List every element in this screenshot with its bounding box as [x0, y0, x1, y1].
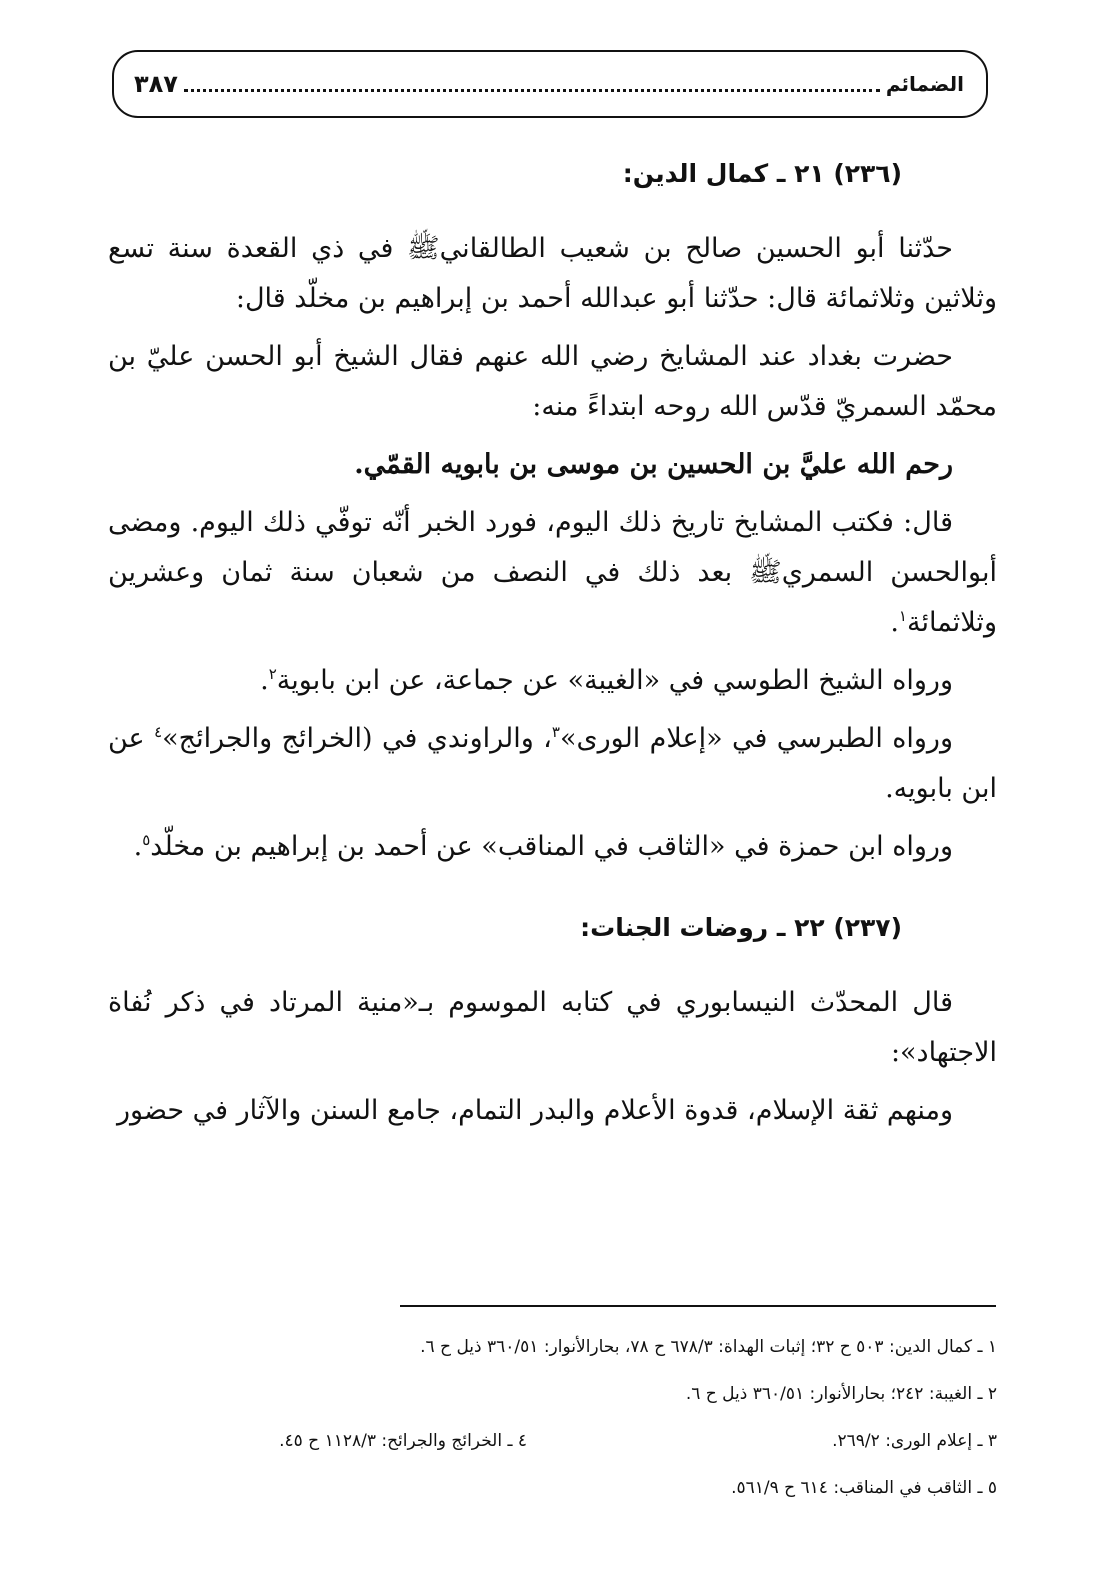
section-gap — [108, 880, 997, 906]
running-header — [112, 50, 988, 118]
paragraph: ورواه ابن حمزة في «الثاقب في المناقب» عن أحمد بن إبراهيم بن مخلّد$^٥$. — [133, 831, 953, 862]
paragraph-text: عن ابن بابويه. — [108, 723, 997, 804]
footnote-1: ١ ـ كمال الدين: ٥٠٣ ح ٣٢؛ إثبات الهداة: ٦٧٨/٣ ح ٧٨، بحارالأنوار: ٣٦٠/٥١ ذيل ح ٦. — [420, 1337, 997, 1357]
section-heading-236: (٢٣٦) ٢١ ـ كمال الدين: — [622, 159, 902, 188]
paragraph-text: ، والراوندي في (الخرائج والجرائج» — [162, 723, 552, 754]
section-heading-237: (٢٣٧) ٢٢ ـ روضات الجنات: — [580, 913, 902, 942]
footnote-ref: ١ — [898, 607, 907, 625]
leader-dots — [184, 89, 880, 92]
paragraph — [108, 714, 997, 814]
footnote-ref: ٤ — [154, 723, 163, 741]
page-body — [108, 152, 997, 1144]
footnote-divider — [400, 1305, 996, 1307]
footnotes — [108, 1324, 997, 1512]
quoted-statement: رحم الله عليَّ بن الحسين بن موسى بن بابويه القمّي. — [354, 449, 953, 480]
paragraph: ومنهم ثقة الإسلام، قدوة الأعلام والبدر التمام، جامع السنن والآثار في حضور — [116, 1095, 953, 1126]
paragraph: ورواه الشيخ الطوسي في «الغيبة» عن جماعة، عن ابن بابوية$^٢$. — [260, 665, 953, 696]
paragraph-text: ورواه ابن حمزة في «الثاقب في المناقب» عن أحمد بن إبراهيم بن مخلّد — [150, 831, 953, 862]
paragraph-text: ورواه الطبرسي في «إعلام الورى» — [559, 723, 953, 754]
paragraph-text: ورواه الشيخ الطوسي في «الغيبة» عن جماعة، عن ابن بابوية — [276, 665, 953, 696]
paragraph-text: قال: فكتب المشايخ تاريخ ذلك اليوم، فورد الخبر أنّه توفّي ذلك اليوم. ومضى أبوالحسن السمريﷺ بعد ذلك في النصف من شعبان سنة ثمان وعشرين وثلاثمائة — [108, 507, 997, 638]
footnote-3: ٣ ـ إعلام الورى: ٢٦٩/٢. — [832, 1431, 997, 1451]
paragraph: قال المحدّث النيسابوري في كتابه الموسوم بـ«منية المرتاد في ذكر نُفاة الاجتهاد»: — [108, 987, 997, 1068]
footnote-ref: ٣ — [551, 723, 560, 741]
footnote-row — [108, 1418, 997, 1465]
footnote-5: ٥ ـ الثاقب في المناقب: ٦١٤ ح ٥٦١/٩. — [731, 1478, 997, 1498]
paragraph: حدّثنا أبو الحسين صالح بن شعيب الطالقانيﷺ في ذي القعدة سنة تسع وثلاثين وثلاثمائة قال: حدّثنا أبو عبدالله أحمد بن إبراهيم بن مخلّد قال: — [108, 233, 997, 314]
paragraph: قال: فكتب المشايخ تاريخ ذلك اليوم، فورد الخبر أنّه توفّي ذلك اليوم. ومضى أبوالحسن السمريﷺ بعد ذلك في النصف من شعبان سنة ثمان وعشرين وثلاثمائة$^١$. — [108, 507, 997, 638]
running-title: الضمائم — [885, 72, 964, 96]
footnote-4: ٤ ـ الخرائج والجرائح: ١١٢٨/٣ ح ٤٥. — [279, 1431, 527, 1451]
paragraph: حضرت بغداد عند المشايخ رضي الله عنهم فقال الشيخ أبو الحسن عليّ بن محمّد السمريّ قدّس الله روحه ابتداءً منه: — [108, 341, 997, 422]
footnote-ref: ٥ — [142, 831, 151, 849]
page-number: ٣٨٧ — [134, 70, 178, 98]
footnote-2: ٢ ـ الغيبة: ٢٤٢؛ بحارالأنوار: ٣٦٠/٥١ ذيل ح ٦. — [685, 1384, 997, 1404]
footnote-ref: ٢ — [268, 665, 277, 683]
